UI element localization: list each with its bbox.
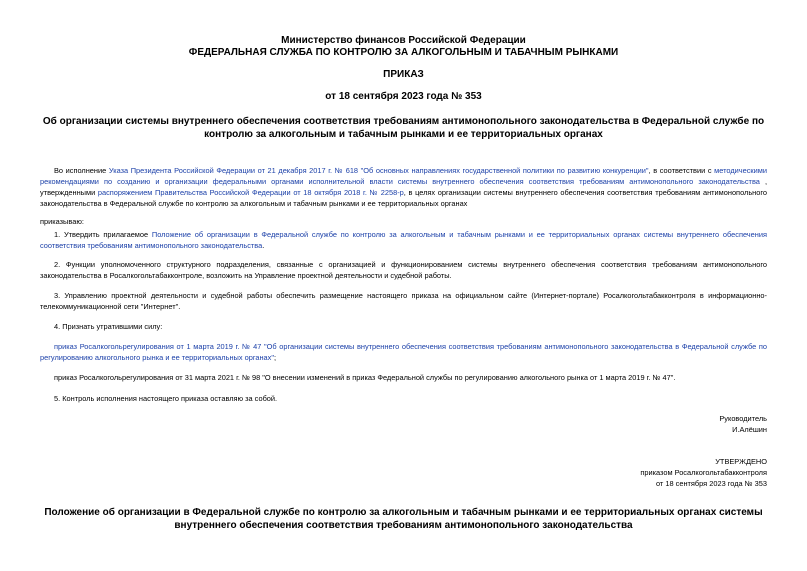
item-2: 2. Функции уполномоченного структурного подразделения, связанные с организацией и функционированием системы внутреннего обеспечения соответствия требованиям антимонопольного законодательства в Росалкогольтабакконтроле, возложить на Управление проектной деятельности и судебной работы.: [40, 260, 767, 280]
item-4a: [40, 341, 767, 363]
approval-block: [640, 456, 767, 489]
preamble-paragraph: [40, 165, 767, 209]
item-4: 4. Признать утратившими силу:: [54, 322, 163, 331]
regulation-link[interactable]: Положение об организации в Федеральной службе по контролю за алкогольным и табачным рынками и ее территориальных органах системы внутреннего обеспечения соответствия требованиям антимонопольного законодательства: [40, 230, 767, 250]
repealed-order-47-link[interactable]: приказ Росалкогольрегулирования от 1 марта 2019 г. № 47 "Об организации системы внутреннего обеспечения соответствия требованиям антимонопольного законодательства в Федеральной службе по регулированию алкогольного рынка и ее территориальных органах": [40, 342, 767, 362]
item-1-text: 1. Утвердить прилагаемое: [54, 230, 152, 239]
item-1: [40, 229, 767, 251]
preamble-text-1: Во исполнение: [54, 166, 109, 175]
preamble-text-4: , в целях организации системы внутреннего обеспечения соответствия требованиям антимонопольного законодательства в Федеральной службе по контролю за алкогольным и табачным рынками и ее территориальных органах: [40, 188, 768, 208]
preamble-text-3: , утвержденными: [40, 177, 768, 197]
document-date-number: от 18 сентября 2023 года № 353: [325, 91, 482, 102]
order-word: приказываю:: [40, 217, 84, 226]
approved-date: от 18 сентября 2023 года № 353: [655, 479, 767, 488]
item-4b: приказ Росалкогольрегулирования от 31 марта 2021 г. № 98 "О внесении изменений в приказ Федеральной службы по регулированию алкогольного рынка от 1 марта 2019 г. № 47".: [54, 373, 676, 382]
ministry-name: Министерство финансов Российской Федерации: [281, 35, 526, 46]
annex-title: Положение об организации в Федеральной службе по контролю за алкогольным и табачным рынками и ее территориальных органах системы внутреннего обеспечения соответствия требованиям антимонопольного законодательства: [44, 507, 763, 531]
item-3: 3. Управлению проектной деятельности и судебной работы обеспечить размещение настоящего приказа на официальном сайте (Интернет-портале) Росалкогольтабакконтроля в информационно-телекоммуникационной сети "Интернет".: [40, 291, 767, 311]
signatory-position: Руководитель: [719, 414, 767, 423]
document-title: Об организации системы внутреннего обеспечения соответствия требованиям антимонопольного законодательства в Федеральной службе по контролю за алкогольным и табачным рынками и ее территориальных органах: [42, 116, 765, 140]
presidential-decree-link[interactable]: Указа Президента Российской Федерации от 21 декабря 2017 г. № 618 "Об основных направлениях государственной политики по развитию конкуренции": [108, 166, 649, 175]
signatory-name: И.Алёшин: [732, 425, 767, 434]
item-1-end: .: [262, 241, 265, 250]
service-name: ФЕДЕРАЛЬНАЯ СЛУЖБА ПО КОНТРОЛЮ ЗА АЛКОГОЛЬНЫМ И ТАБАЧНЫМ РЫНКАМИ: [188, 47, 619, 58]
government-order-link[interactable]: распоряжением Правительства Российской Федерации от 18 октября 2018 г. № 2258-р: [97, 188, 404, 197]
approved-word: УТВЕРЖДЕНО: [715, 457, 767, 466]
preamble-text-2: , в соответствии с: [648, 166, 715, 175]
signature-block: [719, 413, 767, 435]
methodical-recommendations-link[interactable]: методическими рекомендациями по созданию и организации федеральными органами исполнительной власти системы внутреннего обеспечения соответствия требованиям антимонопольного законодательства: [40, 166, 767, 186]
item-5: 5. Контроль исполнения настоящего приказа оставляю за собой.: [54, 394, 278, 403]
item-4a-end: ;: [273, 353, 277, 362]
approved-by: приказом Росалкогольтабакконтроля: [640, 468, 767, 477]
document-type: ПРИКАЗ: [383, 69, 424, 80]
